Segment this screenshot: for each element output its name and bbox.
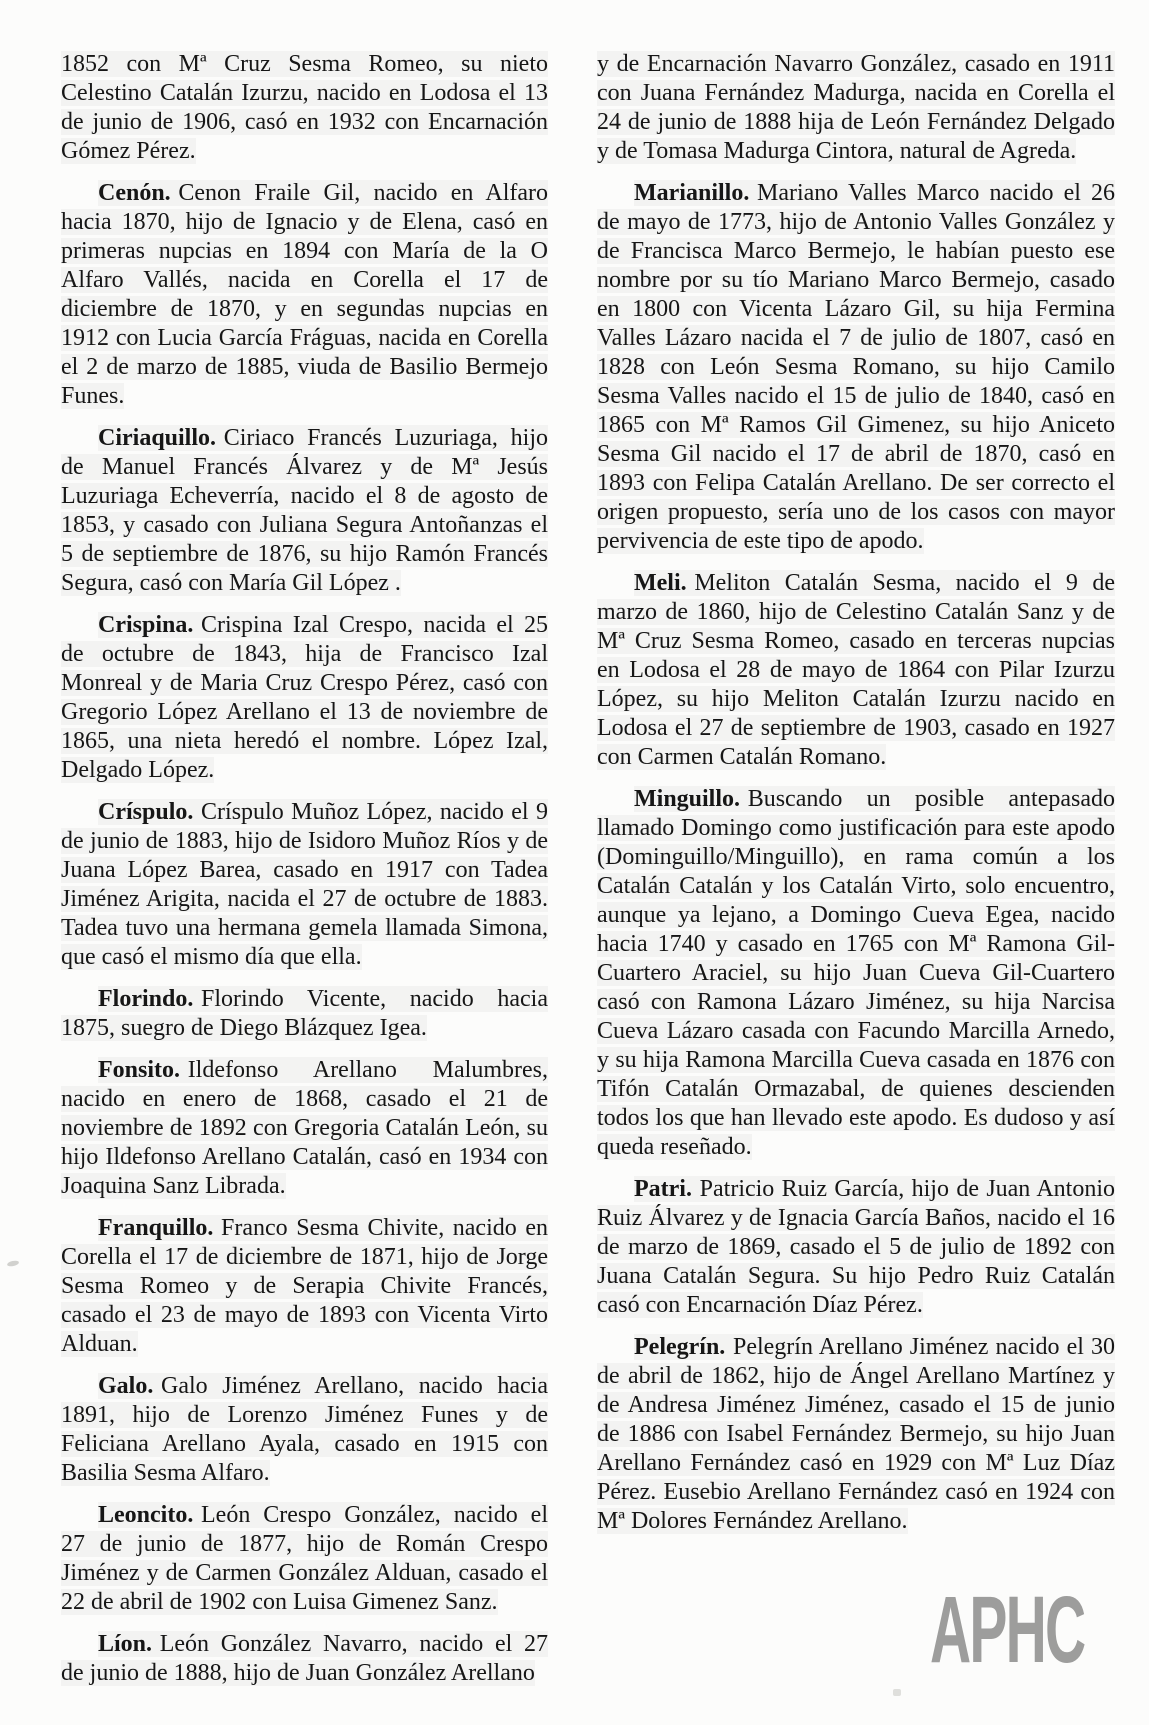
entry-leoncito bbox=[61, 1501, 548, 1617]
entry-text: Críspulo Muñoz López, nacido el 9 de junio de 1883, hijo de Isidoro Muñoz Ríos y de Juana López Barea, casado en 1917 con Tadea Jiménez Arigita, nacida el 27 de octubre de 1883. Tadea tuvo una hermana gemela llamada Simona, que casó el mismo día que ella. bbox=[61, 799, 548, 970]
entry-cenon bbox=[61, 179, 548, 411]
entry-name: Meli. bbox=[634, 570, 694, 596]
entry-name: Marianillo. bbox=[634, 180, 757, 206]
entry-name: Franquillo. bbox=[98, 1215, 221, 1241]
scan-artifact bbox=[7, 1260, 20, 1267]
entry-lion bbox=[61, 1630, 548, 1688]
entry-galo bbox=[61, 1372, 548, 1488]
continuation-paragraph-left bbox=[61, 50, 548, 166]
entry-name: Críspulo. bbox=[98, 799, 201, 825]
entry-text: y de Encarnación Navarro González, casado en 1911 con Juana Fernández Madurga, nacida en Corella el 24 de junio de 1888 hija de León Fernández Delgado y de Tomasa Madurga Cintora, natural de Agreda. bbox=[597, 51, 1115, 164]
entry-name: Ciriaquillo. bbox=[98, 425, 224, 451]
entry-text: Ildefonso Arellano Malumbres, nacido en enero de 1868, casado el 21 de noviembre de 1892 con Gregoria Catalán León, su hijo Ildefonso Arellano Catalán, casó en 1934 con Joaquina Sanz Librada. bbox=[61, 1057, 548, 1199]
entry-crispulo bbox=[61, 798, 548, 972]
entry-meli bbox=[597, 569, 1115, 772]
entry-florindo bbox=[61, 985, 548, 1043]
entry-text: Ciriaco Francés Luzuriaga, hijo de Manuel Francés Álvarez y de Mª Jesús Luzuriaga Echeverría, nacido el 8 de agosto de 1853, y casado con Juliana Segura Antoñanzas el 5 de septiembre de 1876, su hijo Ramón Francés Segura, casó con María Gil López . bbox=[61, 425, 548, 596]
entry-pelegrin bbox=[597, 1333, 1115, 1536]
entry-franquillo bbox=[61, 1214, 548, 1359]
entry-text: Franco Sesma Chivite, nacido en Corella el 17 de diciembre de 1871, hijo de Jorge Sesma Romeo y de Serapia Chivite Francés, casado el 23 de mayo de 1893 con Vicenta Virto Alduan. bbox=[61, 1215, 548, 1357]
entry-ciriaquillo bbox=[61, 424, 548, 598]
left-column bbox=[61, 50, 548, 1701]
entry-text: León Crespo González, nacido el 27 de junio de 1877, hijo de Román Crespo Jiménez y de Carmen González Alduan, casado el 22 de abril de 1902 con Luisa Gimenez Sanz. bbox=[61, 1502, 548, 1615]
aphc-watermark: APHC bbox=[930, 1577, 1085, 1683]
entry-text: 1852 con Mª Cruz Sesma Romeo, su nieto Celestino Catalán Izurzu, nacido en Lodosa el 13 de junio de 1906, casó en 1932 con Encarnación Gómez Pérez. bbox=[61, 51, 548, 164]
entry-text: Meliton Catalán Sesma, nacido el 9 de marzo de 1860, hijo de Celestino Catalán Sanz y de Mª Cruz Sesma Romeo, casado en terceras nupcias en Lodosa el 28 de mayo de 1864 con Pilar Izurzu López, su hijo Meliton Catalán Izurzu nacido en Lodosa el 27 de septiembre de 1903, casado en 1927 con Carmen Catalán Romano. bbox=[597, 570, 1115, 770]
entry-text: Cenon Fraile Gil, nacido en Alfaro hacia 1870, hijo de Ignacio y de Elena, casó en primeras nupcias en 1894 con María de la O Alfaro Vallés, nacida en Corella el 17 de diciembre de 1870, y en segundas nupcias en 1912 con Lucia García Fráguas, nacida en Corella el 2 de marzo de 1885, viuda de Basilio Bermejo Funes. bbox=[61, 180, 548, 409]
entry-name: Cenón. bbox=[98, 180, 178, 206]
entry-name: Fonsito. bbox=[98, 1057, 188, 1083]
entry-minguillo bbox=[597, 785, 1115, 1162]
entry-marianillo bbox=[597, 179, 1115, 556]
right-column bbox=[597, 50, 1115, 1549]
entry-patri bbox=[597, 1175, 1115, 1320]
entry-text: León González Navarro, nacido el 27 de junio de 1888, hijo de Juan González Arellano bbox=[61, 1631, 548, 1686]
entry-crispina bbox=[61, 611, 548, 785]
continuation-paragraph-right bbox=[597, 50, 1115, 166]
entry-text: Galo Jiménez Arellano, nacido hacia 1891, hijo de Lorenzo Jiménez Funes y de Feliciana Arellano Ayala, casado en 1915 con Basilia Sesma Alfaro. bbox=[61, 1373, 548, 1486]
entry-fonsito bbox=[61, 1056, 548, 1201]
entry-name: Crispina. bbox=[98, 612, 201, 638]
entry-text: Mariano Valles Marco nacido el 26 de mayo de 1773, hijo de Antonio Valles González y de Francisca Marco Bermejo, le habían puesto ese nombre por su tío Mariano Marco Bermejo, casado en 1800 con Vicenta Lázaro Gil, su hija Fermina Valles Lázaro nacida el 7 de julio de 1807, casó en 1828 con León Sesma Romano, su hijo Camilo Sesma Valles nacido el 15 de julio de 1840, casó en 1865 con Mª Ramos Gil Gimenez, su hijo Aniceto Sesma Gil nacido el 17 de abril de 1870, casó en 1893 con Felipa Catalán Arellano. De ser correcto el origen propuesto, sería uno de los casos con mayor pervivencia de este tipo de apodo. bbox=[597, 180, 1115, 554]
entry-name: Pelegrín. bbox=[634, 1334, 733, 1360]
entry-text: Patricio Ruiz García, hijo de Juan Antonio Ruiz Álvarez y de Ignacia García Baños, nacido el 16 de marzo de 1869, casado el 5 de julio de 1892 con Juana Catalán Segura. Su hijo Pedro Ruiz Catalán casó con Encarnación Díaz Pérez. bbox=[597, 1176, 1115, 1318]
entry-name: Florindo. bbox=[98, 986, 201, 1012]
entry-text: Pelegrín Arellano Jiménez nacido el 30 de abril de 1862, hijo de Ángel Arellano Martínez y de Andresa Jiménez Jiménez, casado el 15 de junio de 1886 con Isabel Fernández Bermejo, su hijo Juan Arellano Fernández casó en 1929 con Mª Luz Díaz Pérez. Eusebio Arellano Fernández casó en 1924 con Mª Dolores Fernández Arellano. bbox=[597, 1334, 1115, 1534]
entry-name: Leoncito. bbox=[98, 1502, 201, 1528]
entry-text: Florindo Vicente, nacido hacia 1875, suegro de Diego Blázquez Igea. bbox=[61, 986, 548, 1041]
entry-text: Crispina Izal Crespo, nacida el 25 de octubre de 1843, hija de Francisco Izal Monreal y de Maria Cruz Crespo Pérez, casó con Gregorio López Arellano el 13 de noviembre de 1865, una nieta heredó el nombre. López Izal, Delgado López. bbox=[61, 612, 548, 783]
entry-name: Líon. bbox=[98, 1631, 160, 1657]
entry-name: Galo. bbox=[98, 1373, 161, 1399]
entry-name: Patri. bbox=[634, 1176, 700, 1202]
scan-artifact bbox=[893, 1689, 901, 1696]
entry-text: Buscando un posible antepasado llamado Domingo como justificación para este apodo (Dominguillo/Minguillo), en rama común a los Catalán Catalán y los Catalán Virto, solo encuentro, aunque ya lejano, a Domingo Cueva Egea, nacido hacia 1740 y casado en 1765 con Mª Ramona Gil-Cuartero Araciel, su hijo Juan Cueva Gil-Cuartero casó con Ramona Lázaro Jiménez, su hija Narcisa Cueva Lázaro casada con Facundo Marcilla Arnedo, y su hija Ramona Marcilla Cueva casada en 1876 con Tifón Catalán Ormazabal, de quienes descienden todos los que han llevado este apodo. Es dudoso y así queda reseñado. bbox=[597, 786, 1115, 1160]
entry-name: Minguillo. bbox=[634, 786, 748, 812]
